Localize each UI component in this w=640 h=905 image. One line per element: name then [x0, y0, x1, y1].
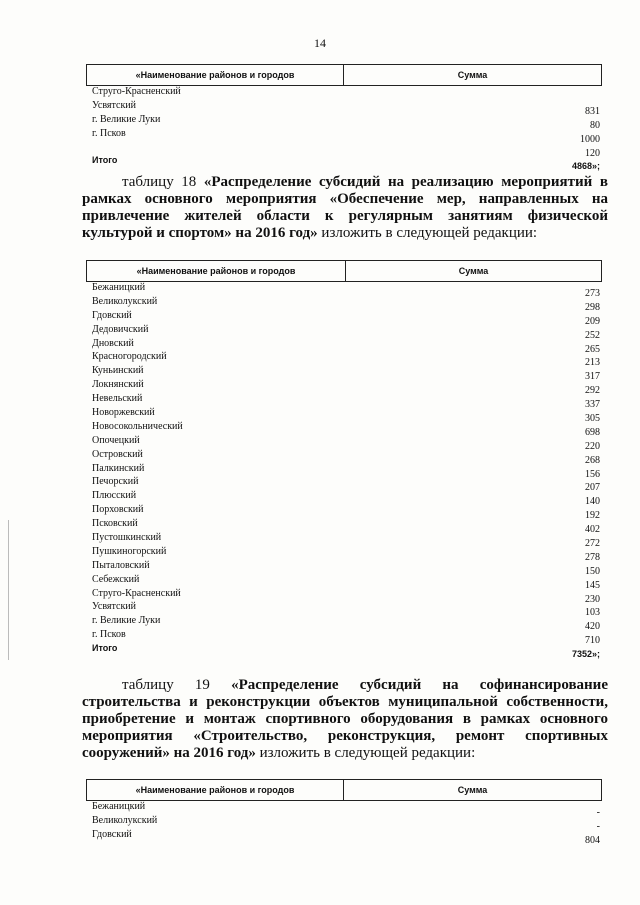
table-row	[86, 545, 602, 563]
table-row	[86, 127, 602, 145]
row-name: Дедовичский	[92, 323, 149, 335]
row-value: 1000	[580, 133, 600, 145]
row-value: 305	[585, 413, 600, 425]
paragraph-title-bold: «Распределение субсидий на реализацию мероприятий в рамках основного мероприятия «Обеспечение мер, направленных на привлечение жителей области к регулярным занятиям физической культурой и спортом» на 2016 год»	[82, 174, 608, 241]
table-row	[86, 629, 602, 647]
table-19-header	[86, 779, 602, 801]
paragraph-prefix: таблицу 18	[122, 174, 204, 190]
row-name: Великолукский	[92, 814, 158, 826]
table-row	[86, 504, 602, 522]
row-value: 278	[585, 551, 600, 563]
total-value: 4868»;	[571, 161, 600, 172]
total-label: Итого	[92, 155, 118, 166]
row-value: 207	[585, 482, 600, 494]
paragraph-table-19	[82, 677, 608, 762]
row-value: 420	[585, 621, 600, 633]
table-row	[86, 814, 602, 832]
row-value: 220	[585, 440, 600, 452]
row-value: 156	[585, 468, 600, 480]
row-name: Великолукский	[92, 295, 158, 307]
table-row	[86, 801, 602, 818]
row-name: Печорский	[92, 476, 139, 488]
column-header-name: «Наименование районов и городов	[87, 65, 344, 85]
table-row	[86, 573, 602, 591]
column-header-name: «Наименование районов и городов	[87, 261, 346, 281]
row-value: 252	[585, 329, 600, 341]
row-name: Гдовский	[92, 309, 132, 321]
row-name: Порховский	[92, 504, 144, 516]
table-row	[86, 448, 602, 466]
total-value: 7352»;	[571, 649, 600, 660]
column-header-sum: Сумма	[457, 70, 488, 80]
row-name: Гдовский	[92, 828, 132, 840]
table-17-rows	[86, 86, 602, 172]
table-total-row	[86, 155, 602, 172]
row-value: 317	[585, 371, 600, 383]
row-name: Красногородский	[92, 351, 167, 363]
row-name: г. Псков	[92, 629, 126, 641]
table-row	[86, 420, 602, 438]
row-name: Бежаницкий	[92, 801, 146, 812]
table-18-rows	[86, 282, 602, 660]
table-row	[86, 407, 602, 425]
table-row	[86, 476, 602, 494]
table-row	[86, 434, 602, 452]
table-row	[86, 828, 602, 846]
row-value: -	[596, 807, 600, 818]
table-row	[86, 142, 602, 159]
table-19	[86, 779, 602, 846]
row-value: 140	[585, 496, 600, 508]
row-value: 192	[585, 510, 600, 522]
row-name: Невельский	[92, 393, 143, 405]
row-name: Дновский	[92, 337, 134, 349]
row-value: -	[596, 820, 600, 832]
row-name: Усвятский	[92, 99, 136, 111]
row-name: Струго-Красненский	[92, 86, 181, 97]
row-value: 273	[585, 288, 600, 299]
table-row	[86, 337, 602, 355]
table-row	[86, 601, 602, 619]
row-value: 209	[585, 315, 600, 327]
row-value: 272	[585, 538, 600, 550]
column-header-name: «Наименование районов и городов	[87, 780, 344, 800]
row-name: г. Великие Луки	[92, 113, 161, 125]
row-name: Себежский	[92, 573, 140, 585]
table-row	[86, 518, 602, 536]
table-row	[86, 99, 602, 117]
column-header-sum: Сумма	[458, 266, 489, 276]
total-label: Итого	[92, 643, 118, 654]
table-17-header	[86, 64, 602, 86]
row-value: 213	[585, 357, 600, 369]
row-name: Островский	[92, 448, 143, 460]
row-name: г. Великие Луки	[92, 615, 161, 627]
row-value: 150	[585, 565, 600, 577]
table-row	[86, 309, 602, 327]
paragraph-prefix: таблицу 19	[122, 677, 232, 693]
table-row	[86, 113, 602, 131]
column-header-sum: Сумма	[457, 785, 488, 795]
row-value: 230	[585, 593, 600, 605]
row-name: Новосокольнический	[92, 420, 183, 432]
page-number: 14	[314, 36, 326, 50]
row-value: 402	[585, 524, 600, 536]
row-value: 80	[590, 119, 600, 131]
table-18-header	[86, 260, 602, 282]
table-row	[86, 490, 602, 508]
row-value: 120	[585, 147, 600, 159]
table-row	[86, 559, 602, 577]
row-value: 698	[585, 426, 600, 438]
table-row	[86, 365, 602, 383]
paragraph-table-18	[82, 174, 608, 242]
row-value: 831	[585, 105, 600, 117]
row-name: Опочецкий	[92, 434, 140, 446]
row-value: 804	[585, 834, 600, 846]
table-row	[86, 462, 602, 480]
paragraph-suffix: изложить в следующей редакции:	[255, 745, 476, 761]
table-row	[86, 615, 602, 633]
row-name: г. Псков	[92, 127, 126, 139]
table-row	[86, 393, 602, 411]
table-row	[86, 379, 602, 397]
row-name: Бежаницкий	[92, 282, 146, 293]
table-row	[86, 323, 602, 341]
table-row	[86, 295, 602, 313]
paragraph-suffix: изложить в следующей редакции:	[317, 225, 538, 241]
table-total-row	[86, 643, 602, 660]
row-name: Псковский	[92, 518, 138, 530]
table-row	[86, 532, 602, 550]
row-value: 145	[585, 579, 600, 591]
row-value: 298	[585, 301, 600, 313]
scan-edge-mark	[8, 520, 9, 660]
row-name: Куньинский	[92, 365, 144, 377]
table-row	[86, 587, 602, 605]
table-row	[86, 86, 602, 100]
row-value: 103	[585, 607, 600, 619]
row-name: Пыталовский	[92, 559, 150, 571]
row-value: 292	[585, 385, 600, 397]
row-name: Пустошкинский	[92, 532, 162, 544]
table-row	[86, 351, 602, 369]
row-value: 265	[585, 343, 600, 355]
table-row	[86, 282, 602, 299]
row-name: Пушкиногорский	[92, 545, 167, 557]
row-name: Новоржевский	[92, 407, 155, 419]
row-name: Локнянский	[92, 379, 144, 391]
row-value: 268	[585, 454, 600, 466]
paragraph-title-bold: «Распределение субсидий на софинансирование строительства и реконструкции объектов муниципальной собственности, приобретение и монтаж спортивного оборудования в рамках основного мероприятия «Строительство, реконструкция, ремонт спортивных сооружений» на 2016 год»	[82, 677, 608, 761]
row-value: 710	[585, 635, 600, 647]
row-name: Усвятский	[92, 601, 136, 613]
table-18	[86, 260, 602, 660]
row-name: Струго-Красненский	[92, 587, 181, 599]
table-19-rows	[86, 801, 602, 846]
row-name: Плюсский	[92, 490, 137, 502]
row-value: 337	[585, 399, 600, 411]
table-17	[86, 64, 602, 172]
row-name: Палкинский	[92, 462, 145, 474]
